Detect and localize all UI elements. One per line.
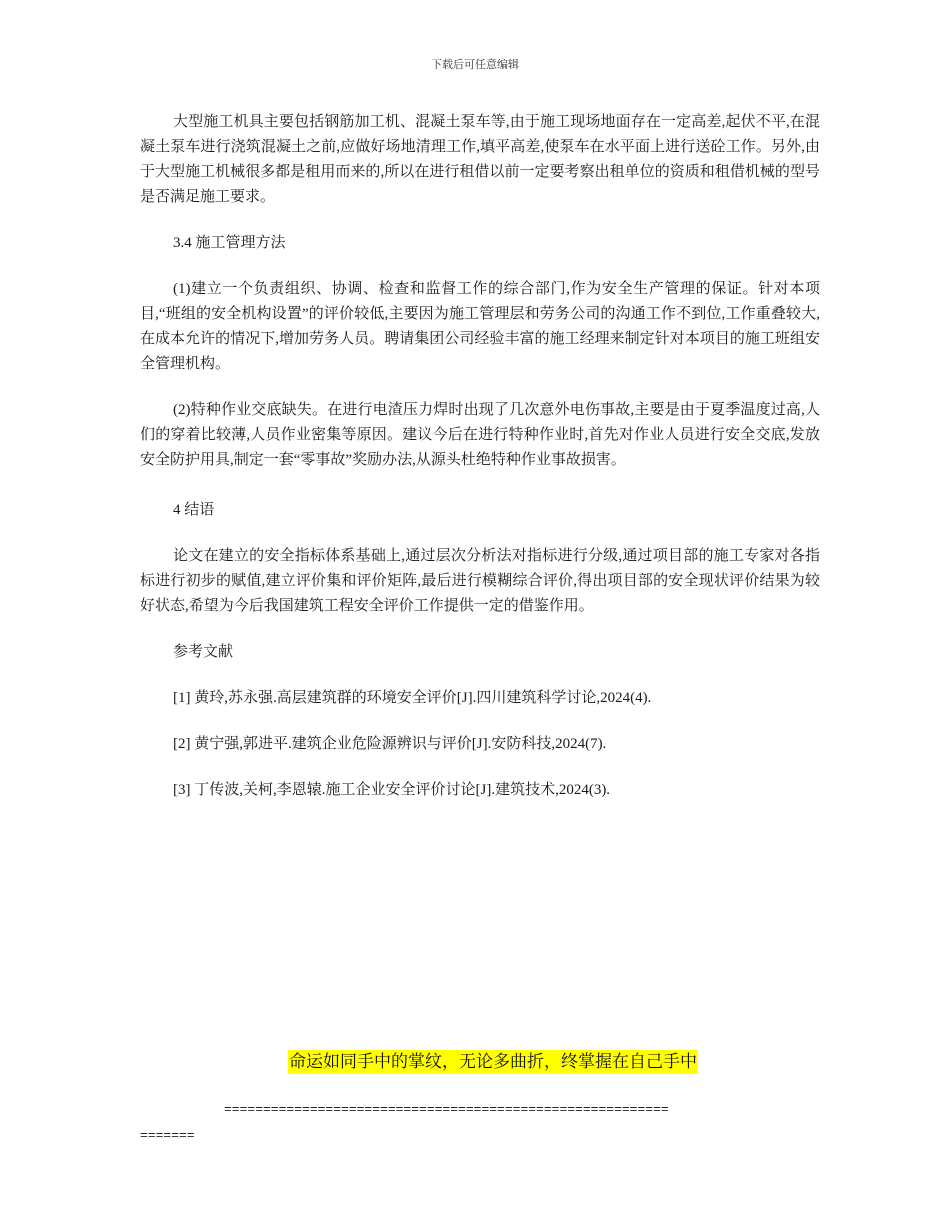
reference-item-3: [3] 丁传波,关柯,李恩辕.施工企业安全评价讨论[J].建筑技术,2024(3). <box>173 782 611 798</box>
paragraph-machinery: 大型施工机具主要包括钢筋加工机、混凝土泵车等,由于施工现场地面存在一定高差,起伏不平,在混凝土泵车进行浇筑混凝土之前,应做好场地清理工作,填平高差,使泵车在水平面上进行送砼工作。另外,由于大型施工机械很多都是租用而来的,所以在进行租借以前一定要考察出租单位的资质和租借机械的型号是否满足施工要求。 <box>140 114 820 205</box>
document-body <box>140 110 820 824</box>
highlighted-motto: 命运如同手中的掌纹，无论多曲折，终掌握在自己手中 <box>288 1050 698 1074</box>
separator-rule-line-2: ======= <box>140 1128 195 1143</box>
paragraph-conclusion: 论文在建立的安全指标体系基础上,通过层次分析法对指标进行分级,通过项目部的施工专家对各指标进行初步的赋值,建立评价集和评价矩阵,最后进行模糊综合评价,得出项目部的安全现状评价结果为较好状态,希望为今后我国建筑工程安全评价工作提供一定的借鉴作用。 <box>140 548 820 614</box>
paragraph-management-2: (2)特种作业交底缺失。在进行电渣压力焊时出现了几次意外电伤事故,主要是由于夏季温度过高,人们的穿着比较薄,人员作业密集等原因。建议今后在进行特种作业时,首先对作业人员进行安全交底,发放安全防护用具,制定一套“零事故”奖励办法,从源头杜绝特种作业事故损害。 <box>140 402 820 468</box>
references-title: 参考文献 <box>173 644 234 660</box>
section-heading-3-4: 3.4 施工管理方法 <box>173 235 286 251</box>
paragraph-management-1: (1)建立一个负责组织、协调、检查和监督工作的综合部门,作为安全生产管理的保证。针对本项目,“班组的安全机构设置”的评价较低,主要因为施工管理层和劳务公司的沟通工作不到位,工作重叠较大,在成本允许的情况下,增加劳务人员。聘请集团公司经验丰富的施工经理来制定针对本项目的施工班组安全管理机构。 <box>140 281 820 372</box>
reference-item-2: [2] 黄宁强,郭进平.建筑企业危险源辨识与评价[J].安防科技,2024(7). <box>173 736 607 752</box>
reference-item-1: [1] 黄玲,苏永强.高层建筑群的环境安全评价[J].四川建筑科学讨论,2024(4). <box>173 690 652 706</box>
section-heading-conclusion: 4 结语 <box>173 502 215 518</box>
separator-rule-line-1: ========================================================= <box>224 1102 669 1117</box>
page-header: 下载后可任意编辑 <box>431 59 519 71</box>
